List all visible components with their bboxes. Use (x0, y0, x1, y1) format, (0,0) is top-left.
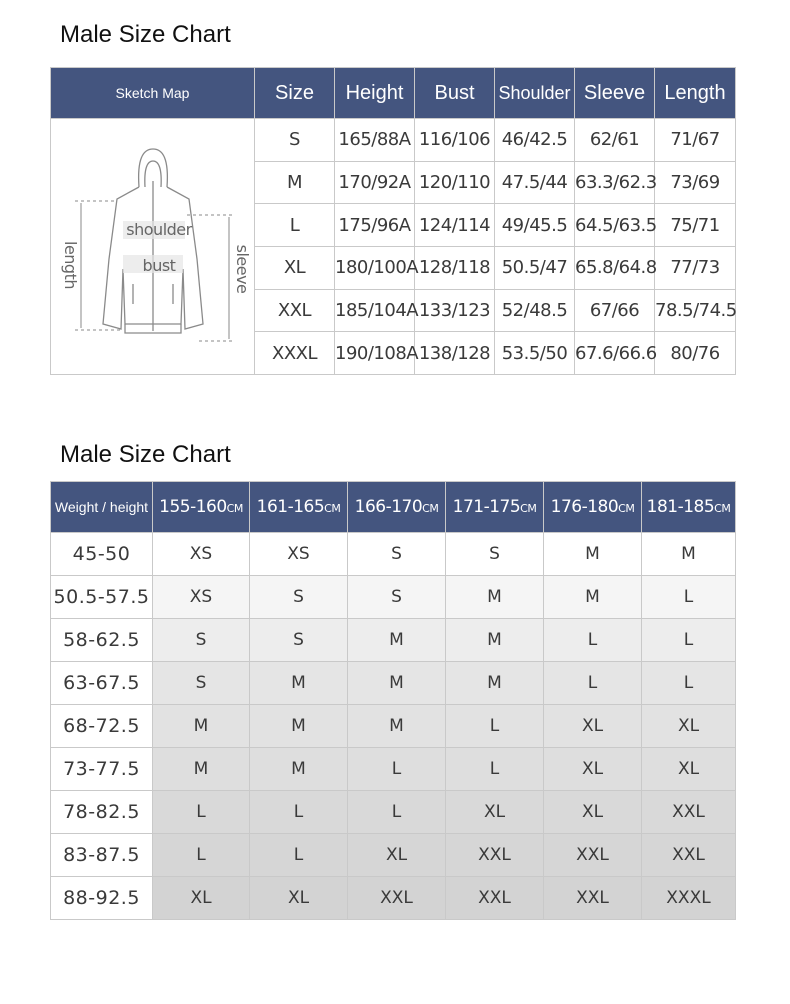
height-unit-label: CM (226, 502, 243, 515)
size-cell: XL (446, 791, 544, 834)
size-cell: L (250, 834, 348, 877)
size-cell: XXXL (255, 332, 335, 375)
bust-label: bust (142, 256, 176, 275)
size-cell: L (544, 619, 642, 662)
size-cell: M (250, 705, 348, 748)
weight-range-cell: 68-72.5 (51, 705, 153, 748)
height-range-label: 181-185 (646, 497, 715, 517)
size-cell: S (446, 533, 544, 576)
size-cell: M (250, 662, 348, 705)
measurement-cell: 175/96A (335, 204, 415, 247)
measurement-cell: 124/114 (415, 204, 495, 247)
size-cell: L (153, 791, 250, 834)
size-cell: XXL (642, 791, 736, 834)
size-cell: M (446, 619, 544, 662)
size-cell: XXL (255, 289, 335, 332)
height-range-header (153, 482, 250, 533)
table-row (51, 705, 736, 748)
height-range-header (544, 482, 642, 533)
height-unit-label: CM (714, 502, 731, 515)
size-cell: XXL (446, 877, 544, 920)
bust-header: Bust (415, 68, 495, 119)
size-cell: XL (255, 246, 335, 289)
measurement-cell: 185/104A (335, 289, 415, 332)
size-cell: S (348, 533, 446, 576)
height-unit-label: CM (422, 502, 439, 515)
size-cell: M (544, 533, 642, 576)
weight-height-size-table (50, 481, 736, 920)
measurement-cell: 62/61 (575, 119, 655, 162)
length-label: length (61, 241, 80, 289)
measurement-cell: 52/48.5 (495, 289, 575, 332)
size-cell: XS (153, 576, 250, 619)
measurement-cell: 75/71 (655, 204, 736, 247)
weight-range-cell: 63-67.5 (51, 662, 153, 705)
size-cell: XL (544, 705, 642, 748)
size-cell: S (255, 119, 335, 162)
measurement-cell: 78.5/74.5 (655, 289, 736, 332)
jacket-sketch-icon (51, 119, 255, 369)
measurement-cell: 47.5/44 (495, 161, 575, 204)
size-cell: S (153, 619, 250, 662)
measurement-cell: 180/100A (335, 246, 415, 289)
measurement-cell: 67/66 (575, 289, 655, 332)
measurement-header-row (51, 68, 736, 119)
height-range-header (250, 482, 348, 533)
measurement-cell: 53.5/50 (495, 332, 575, 375)
size-cell: M (153, 748, 250, 791)
weight-range-cell: 78-82.5 (51, 791, 153, 834)
size-chart-title-1: Male Size Chart (60, 21, 231, 48)
measurement-cell: 50.5/47 (495, 246, 575, 289)
size-cell: L (446, 748, 544, 791)
jacket-sketch-cell (51, 119, 255, 375)
size-cell: L (348, 748, 446, 791)
weight-range-cell: 83-87.5 (51, 834, 153, 877)
table-row (51, 619, 736, 662)
sleeve-header: Sleeve (575, 68, 655, 119)
size-cell: XL (250, 877, 348, 920)
measurement-cell: 71/67 (655, 119, 736, 162)
size-cell: M (255, 161, 335, 204)
table-row (51, 119, 736, 162)
measurement-cell: 64.5/63.5 (575, 204, 655, 247)
size-cell: M (348, 619, 446, 662)
size-cell: XS (250, 533, 348, 576)
height-range-header (642, 482, 736, 533)
size-cell: XL (348, 834, 446, 877)
size-cell: L (153, 834, 250, 877)
shoulder-label: shoulder (126, 220, 192, 239)
height-range-header (348, 482, 446, 533)
table-row (51, 748, 736, 791)
size-cell: XL (544, 791, 642, 834)
weight-range-cell: 58-62.5 (51, 619, 153, 662)
height-unit-label: CM (324, 502, 341, 515)
measurement-cell: 133/123 (415, 289, 495, 332)
height-range-label: 155-160 (159, 497, 227, 517)
weight-range-cell: 45-50 (51, 533, 153, 576)
height-header-row (51, 482, 736, 533)
size-cell: XXL (348, 877, 446, 920)
size-cell: M (348, 662, 446, 705)
weight-range-cell: 50.5-57.5 (51, 576, 153, 619)
size-cell: XXL (544, 834, 642, 877)
size-header: Size (255, 68, 335, 119)
weight-range-cell: 88-92.5 (51, 877, 153, 920)
size-cell: L (642, 662, 736, 705)
size-cell: M (153, 705, 250, 748)
table-row (51, 791, 736, 834)
size-cell: XS (153, 533, 250, 576)
measurement-cell: 120/110 (415, 161, 495, 204)
size-cell: XL (642, 705, 736, 748)
sleeve-label: sleeve (233, 244, 252, 294)
measurement-cell: 165/88A (335, 119, 415, 162)
table-row (51, 834, 736, 877)
table-row (51, 576, 736, 619)
measurement-cell: 128/118 (415, 246, 495, 289)
height-range-label: 171-175 (452, 497, 521, 517)
size-cell: XXL (642, 834, 736, 877)
height-range-label: 176-180 (550, 497, 619, 517)
size-cell: S (153, 662, 250, 705)
size-cell: S (250, 619, 348, 662)
size-cell: XL (153, 877, 250, 920)
measurement-cell: 73/69 (655, 161, 736, 204)
height-range-header (446, 482, 544, 533)
size-cell: M (446, 576, 544, 619)
measurement-cell: 80/76 (655, 332, 736, 375)
size-cell: L (642, 576, 736, 619)
size-cell: S (250, 576, 348, 619)
shoulder-header: Shoulder (495, 68, 575, 119)
weight-range-cell: 73-77.5 (51, 748, 153, 791)
length-header: Length (655, 68, 736, 119)
measurement-cell: 49/45.5 (495, 204, 575, 247)
weight-height-header: Weight / height (51, 482, 153, 533)
sketch-map-header: Sketch Map (51, 68, 255, 119)
size-cell: M (544, 576, 642, 619)
height-range-label: 166-170 (354, 497, 423, 517)
size-cell: XXL (446, 834, 544, 877)
measurement-cell: 138/128 (415, 332, 495, 375)
measurement-cell: 46/42.5 (495, 119, 575, 162)
size-cell: L (446, 705, 544, 748)
size-cell: L (544, 662, 642, 705)
size-cell: L (255, 204, 335, 247)
height-unit-label: CM (618, 502, 635, 515)
size-cell: S (348, 576, 446, 619)
measurement-size-table (50, 67, 736, 375)
measurement-cell: 190/108A (335, 332, 415, 375)
measurement-cell: 65.8/64.8 (575, 246, 655, 289)
measurement-cell: 63.3/62.3 (575, 161, 655, 204)
table-row (51, 533, 736, 576)
size-cell: M (642, 533, 736, 576)
size-cell: XL (544, 748, 642, 791)
table-row (51, 662, 736, 705)
size-cell: L (250, 791, 348, 834)
size-cell: M (250, 748, 348, 791)
measurement-cell: 116/106 (415, 119, 495, 162)
size-cell: M (446, 662, 544, 705)
measurement-cell: 77/73 (655, 246, 736, 289)
size-cell: L (348, 791, 446, 834)
size-cell: M (348, 705, 446, 748)
height-range-label: 161-165 (256, 497, 325, 517)
measurement-cell: 67.6/66.6 (575, 332, 655, 375)
measurement-cell: 170/92A (335, 161, 415, 204)
size-cell: XXL (544, 877, 642, 920)
size-cell: XXXL (642, 877, 736, 920)
height-header: Height (335, 68, 415, 119)
table-row (51, 877, 736, 920)
height-unit-label: CM (520, 502, 537, 515)
size-cell: XL (642, 748, 736, 791)
size-cell: L (642, 619, 736, 662)
size-chart-title-2: Male Size Chart (60, 441, 231, 468)
